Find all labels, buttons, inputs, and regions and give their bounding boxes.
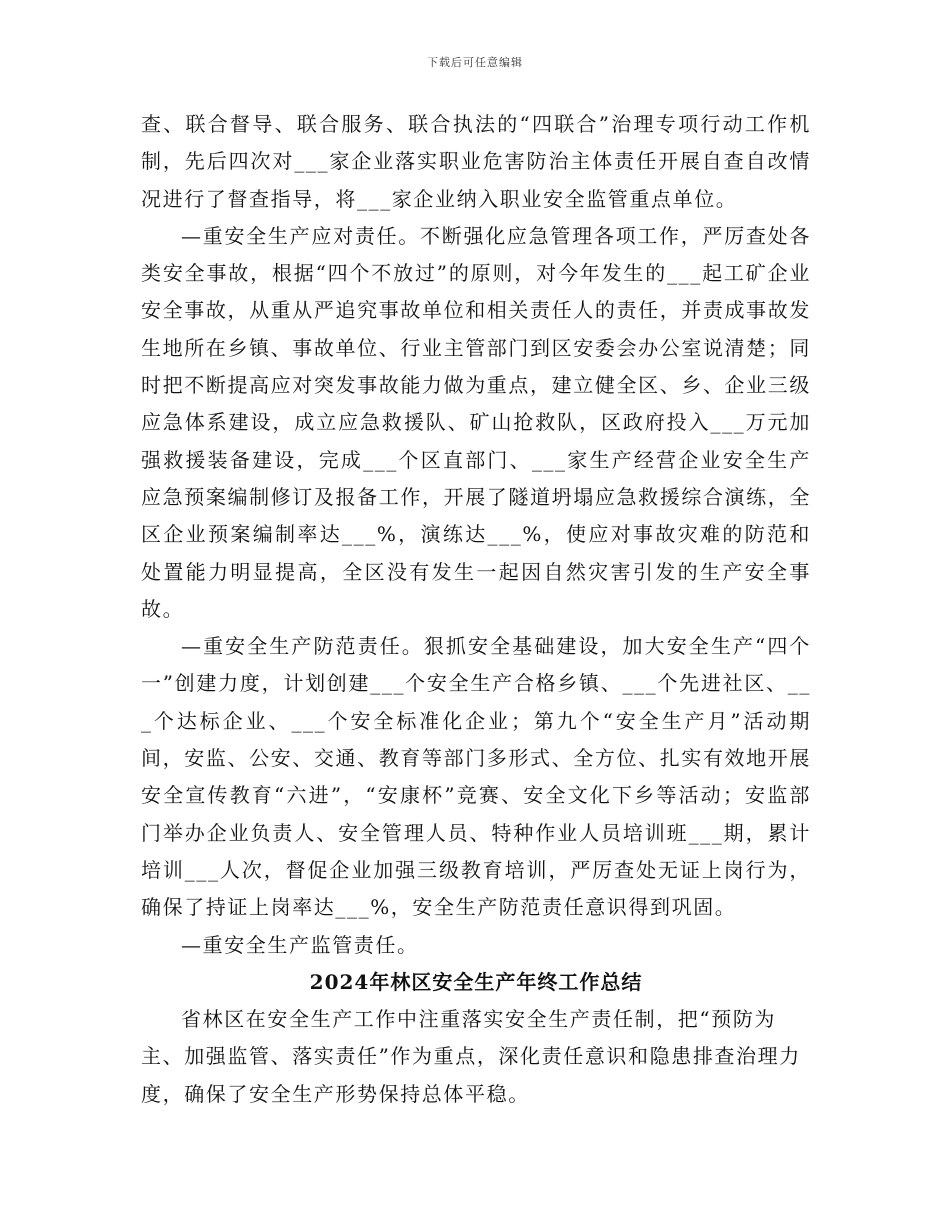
paragraph-response-responsibility: —重安全生产应对责任。不断强化应急管理各项工作，严厉查处各类安全事故，根据“四个不放过”的原则，对今年发生的___起工矿企业安全事故，从重从严追究事故单位和相关责任人的责任，并责成事故发生地所在乡镇、事故单位、行业主管部门到区安委会办公室说清楚；同时把不断提高应对突发事故能力做为重点，建立健全区、乡、企业三级应急体系建设，成立应急救援队、矿山抢救队，区政府投入___万元加强救援装备建设，完成___个区直部门、___家生产经营企业安全生产应急预案编制修订及报备工作，开展了隧道坍塌应急救援综合演练，全区企业预案编制率达___%，演练达___%，使应对事故灾难的防范和处置能力明显提高，全区没有发生一起因自然灾害引发的生产安全事故。	[141, 223, 811, 621]
paragraph-supervision-responsibility: —重安全生产监管责任。	[181, 932, 419, 957]
paragraph-continuation: 查、联合督导、联合服务、联合执法的“四联合”治理专项行动工作机制，先后四次对___家企业落实职业危害防治主体责任开展自查自改情况进行了督查指导，将___家企业纳入职业安全监管重点单位。	[141, 112, 811, 211]
section-title: 2024年林区安全生产年终工作总结	[309, 969, 643, 994]
document-body	[141, 106, 811, 1113]
paragraph-prevention-responsibility: —重安全生产防范责任。狠抓安全基础建设，加大安全生产“四个一”创建力度，计划创建___个安全生产合格乡镇、___个先进社区、___个达标企业、___个安全标准化企业；第九个“安全生产月”活动期间，安监、公安、交通、教育等部门多形式、全方位、扎实有效地开展安全宣传教育“六进”，“安康杯”竞赛、安全文化下乡等活动；安监部门举办企业负责人、安全管理人员、特种作业人员培训班___期，累计培训___人次，督促企业加强三级教育培训，严厉查处无证上岗行为，确保了持证上岗率达___%，安全生产防范责任意识得到巩固。	[141, 634, 811, 920]
page-header: 下载后可任意编辑	[427, 56, 523, 69]
paragraph-summary-intro: 省林区在安全生产工作中注重落实安全生产责任制，把“预防为主、加强监管、落实责任”作为重点，深化责任意识和隐患排查治理力度，确保了安全生产形势保持总体平稳。	[141, 1007, 801, 1106]
